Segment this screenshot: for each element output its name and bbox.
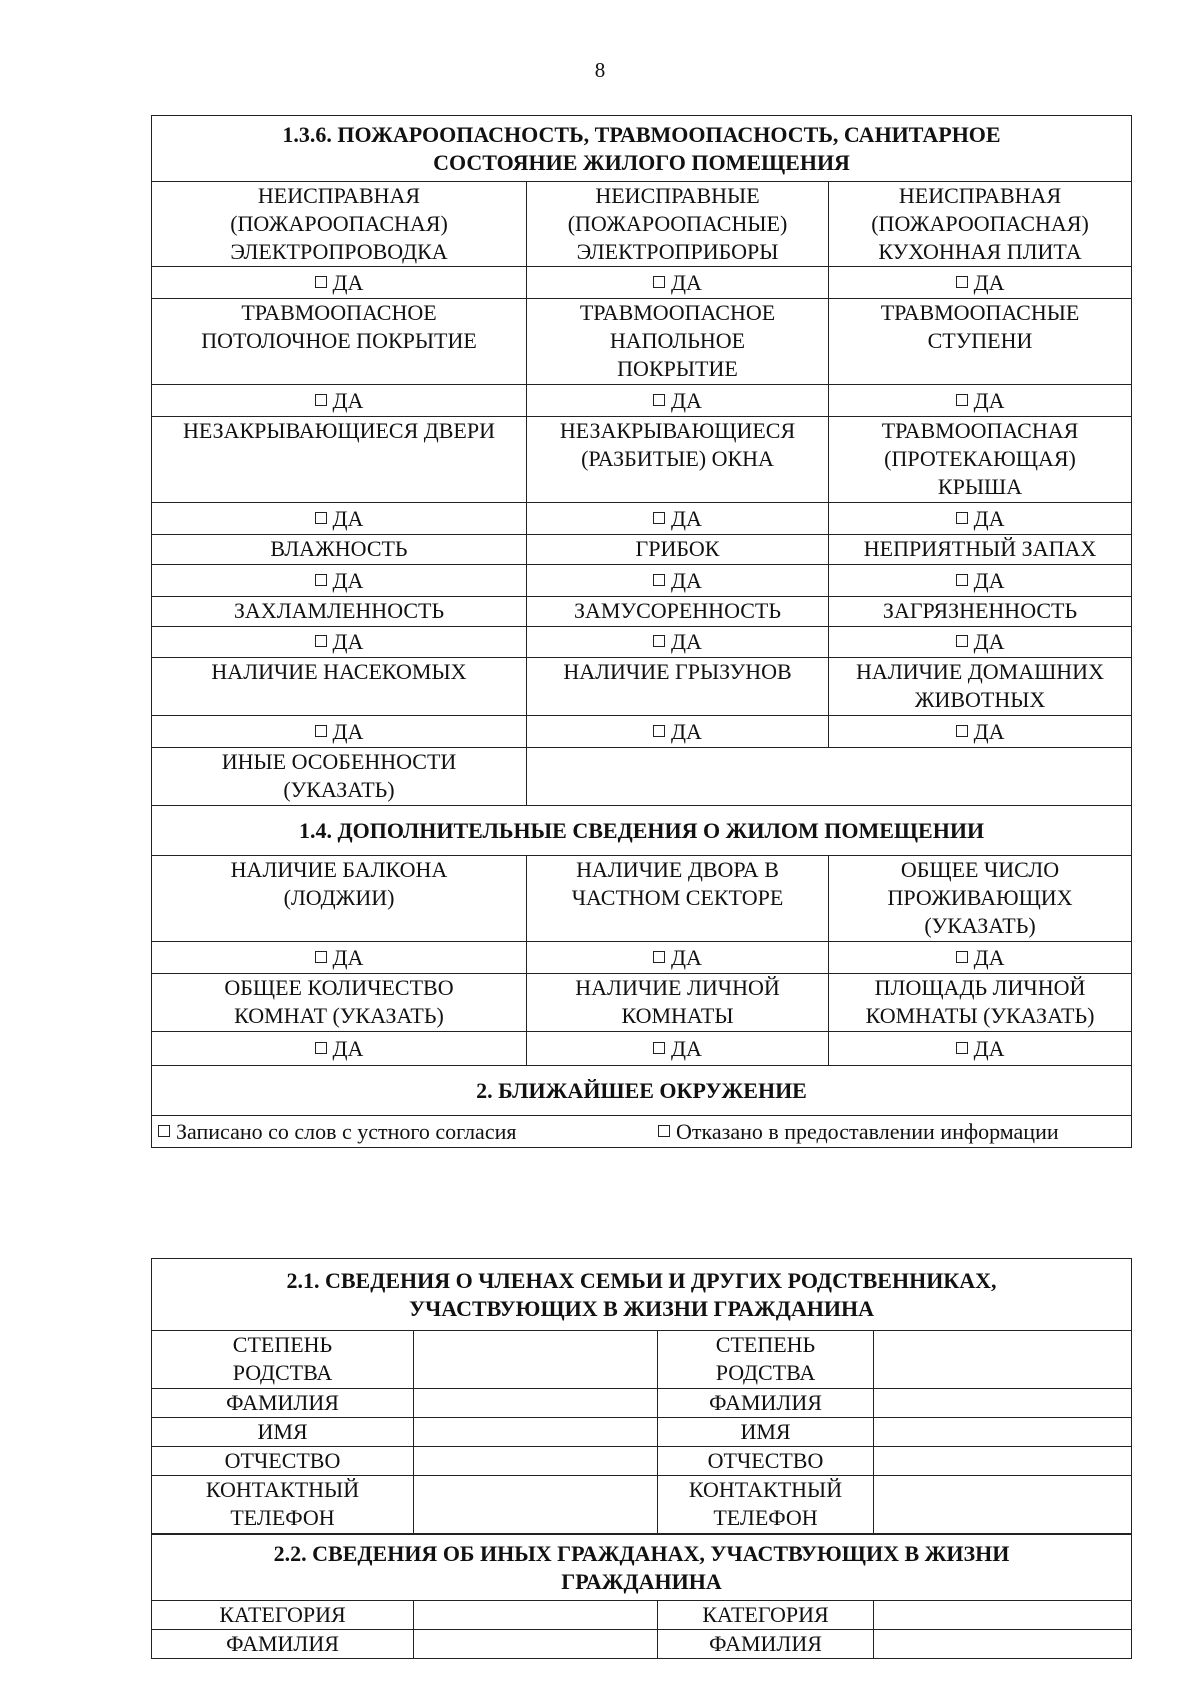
- label-category: КАТЕГОРИЯ: [658, 1601, 874, 1630]
- label-steps: ТРАВМООПАСНЫЕ СТУПЕНИ: [829, 299, 1132, 385]
- relatives-table: [151, 1258, 1132, 1534]
- yes-option[interactable]: ДА: [527, 565, 829, 597]
- checkbox[interactable]: [315, 951, 327, 963]
- checkbox[interactable]: [315, 574, 327, 586]
- yes-option[interactable]: ДА: [829, 503, 1132, 535]
- yes-option[interactable]: ДА: [527, 385, 829, 417]
- label-rodents: НАЛИЧИЕ ГРЫЗУНОВ: [527, 658, 829, 716]
- surname-field[interactable]: [414, 1389, 658, 1418]
- yes-option[interactable]: ДА: [152, 1032, 527, 1066]
- yes-option[interactable]: ДА: [527, 503, 829, 535]
- label-name: ИМЯ: [152, 1418, 414, 1447]
- label-pets: НАЛИЧИЕ ДОМАШНИХ ЖИВОТНЫХ: [829, 658, 1132, 716]
- relation-field[interactable]: [414, 1331, 658, 1389]
- label-faulty-stove: НЕИСПРАВНАЯ (ПОЖАРООПАСНАЯ) КУХОННАЯ ПЛИТА: [829, 182, 1132, 267]
- label-clutter: ЗАХЛАМЛЕННОСТЬ: [152, 597, 527, 627]
- checkbox[interactable]: [315, 1042, 327, 1054]
- label-own-room: НАЛИЧИЕ ЛИЧНОЙ КОМНАТЫ: [527, 974, 829, 1032]
- section-21-title: 2.1. СВЕДЕНИЯ О ЧЛЕНАХ СЕМЬИ И ДРУГИХ РОДСТВЕННИКАХ, УЧАСТВУЮЩИХ В ЖИЗНИ ГРАЖДАНИНА: [152, 1259, 1132, 1331]
- label-name: ИМЯ: [658, 1418, 874, 1447]
- checkbox[interactable]: [956, 635, 968, 647]
- checkbox[interactable]: [956, 574, 968, 586]
- name-field[interactable]: [874, 1418, 1132, 1447]
- surname-field[interactable]: [874, 1389, 1132, 1418]
- yes-option[interactable]: ДА: [829, 1032, 1132, 1066]
- phone-field[interactable]: [414, 1476, 658, 1534]
- label-category: КАТЕГОРИЯ: [152, 1601, 414, 1630]
- label-other-features: ИНЫЕ ОСОБЕННОСТИ (УКАЗАТЬ): [152, 748, 527, 806]
- surname-field[interactable]: [414, 1630, 658, 1659]
- label-patronymic: ОТЧЕСТВО: [152, 1447, 414, 1476]
- checkbox[interactable]: [956, 276, 968, 288]
- checkbox[interactable]: [653, 394, 665, 406]
- checkbox[interactable]: [315, 512, 327, 524]
- yes-option[interactable]: ДА: [829, 627, 1132, 658]
- yes-option[interactable]: ДА: [152, 503, 527, 535]
- label-windows: НЕЗАКРЫВАЮЩИЕСЯ (РАЗБИТЫЕ) ОКНА: [527, 417, 829, 503]
- label-floor: ТРАВМООПАСНОЕ НАПОЛЬНОЕ ПОКРЫТИЕ: [527, 299, 829, 385]
- label-roof: ТРАВМООПАСНАЯ (ПРОТЕКАЮЩАЯ) КРЫША: [829, 417, 1132, 503]
- section-2-title: 2. БЛИЖАЙШЕЕ ОКРУЖЕНИЕ: [152, 1066, 1132, 1116]
- yes-option[interactable]: ДА: [527, 716, 829, 748]
- checkbox[interactable]: [653, 725, 665, 737]
- label-patronymic: ОТЧЕСТВО: [658, 1447, 874, 1476]
- checkbox[interactable]: [653, 635, 665, 647]
- yes-option[interactable]: ДА: [527, 627, 829, 658]
- label-surname: ФАМИЛИЯ: [658, 1389, 874, 1418]
- yes-option[interactable]: ДА: [152, 385, 527, 417]
- category-field[interactable]: [874, 1601, 1132, 1630]
- label-insects: НАЛИЧИЕ НАСЕКОМЫХ: [152, 658, 527, 716]
- checkbox[interactable]: [653, 512, 665, 524]
- label-surname: ФАМИЛИЯ: [152, 1389, 414, 1418]
- label-balcony: НАЛИЧИЕ БАЛКОНА (ЛОДЖИИ): [152, 856, 527, 942]
- section-136-title: 1.3.6. ПОЖАРООПАСНОСТЬ, ТРАВМООПАСНОСТЬ, САНИТАРНОЕ СОСТОЯНИЕ ЖИЛОГО ПОМЕЩЕНИЯ: [152, 116, 1132, 182]
- checkbox[interactable]: [658, 1125, 670, 1137]
- yes-option[interactable]: ДА: [527, 1032, 829, 1066]
- checkbox[interactable]: [653, 574, 665, 586]
- label-relation: СТЕПЕНЬ РОДСТВА: [152, 1331, 414, 1389]
- checkbox[interactable]: [158, 1125, 170, 1137]
- category-field[interactable]: [414, 1601, 658, 1630]
- yes-option[interactable]: ДА: [829, 565, 1132, 597]
- checkbox[interactable]: [315, 394, 327, 406]
- label-surname: ФАМИЛИЯ: [658, 1630, 874, 1659]
- section-14-title: 1.4. ДОПОЛНИТЕЛЬНЫЕ СВЕДЕНИЯ О ЖИЛОМ ПОМЕЩЕНИИ: [152, 806, 1132, 856]
- checkbox[interactable]: [956, 512, 968, 524]
- yes-option[interactable]: ДА: [152, 716, 527, 748]
- checkbox[interactable]: [315, 725, 327, 737]
- checkbox[interactable]: [956, 394, 968, 406]
- consent-refused-option[interactable]: Отказано в предоставлении информации: [658, 1117, 1059, 1147]
- phone-field[interactable]: [874, 1476, 1132, 1534]
- label-relation: СТЕПЕНЬ РОДСТВА: [658, 1331, 874, 1389]
- section-22-title: 2.2. СВЕДЕНИЯ ОБ ИНЫХ ГРАЖДАНАХ, УЧАСТВУЮЩИХ В ЖИЗНИ ГРАЖДАНИНА: [152, 1535, 1132, 1601]
- yes-option[interactable]: ДА: [152, 267, 527, 299]
- label-rooms-count: ОБЩЕЕ КОЛИЧЕСТВО КОМНАТ (УКАЗАТЬ): [152, 974, 527, 1032]
- page-number: 8: [594, 58, 606, 82]
- patronymic-field[interactable]: [874, 1447, 1132, 1476]
- label-surname: ФАМИЛИЯ: [152, 1630, 414, 1659]
- yes-option[interactable]: ДА: [152, 565, 527, 597]
- checkbox[interactable]: [315, 276, 327, 288]
- label-phone: КОНТАКТНЫЙ ТЕЛЕФОН: [658, 1476, 874, 1534]
- label-faulty-appliances: НЕИСПРАВНЫЕ (ПОЖАРООПАСНЫЕ) ЭЛЕКТРОПРИБОРЫ: [527, 182, 829, 267]
- checkbox[interactable]: [956, 1042, 968, 1054]
- yes-option[interactable]: ДА: [152, 627, 527, 658]
- checkbox[interactable]: [653, 951, 665, 963]
- label-yard: НАЛИЧИЕ ДВОРА В ЧАСТНОМ СЕКТОРЕ: [527, 856, 829, 942]
- label-doors: НЕЗАКРЫВАЮЩИЕСЯ ДВЕРИ: [152, 417, 527, 503]
- label-faulty-wiring: НЕИСПРАВНАЯ (ПОЖАРООПАСНАЯ) ЭЛЕКТРОПРОВОДКА: [152, 182, 527, 267]
- checkbox[interactable]: [653, 1042, 665, 1054]
- name-field[interactable]: [414, 1418, 658, 1447]
- yes-option[interactable]: ДА: [527, 942, 829, 974]
- other-citizens-table: [151, 1534, 1132, 1659]
- label-litter: ЗАМУСОРЕННОСТЬ: [527, 597, 829, 627]
- consent-oral-option[interactable]: Записано со слов с устного согласия: [158, 1117, 658, 1147]
- checkbox[interactable]: [956, 951, 968, 963]
- yes-option[interactable]: ДА: [829, 716, 1132, 748]
- label-phone: КОНТАКТНЫЙ ТЕЛЕФОН: [152, 1476, 414, 1534]
- label-fungus: ГРИБОК: [527, 535, 829, 565]
- consent-row: [152, 1116, 1132, 1148]
- label-dirt: ЗАГРЯЗНЕННОСТЬ: [829, 597, 1132, 627]
- yes-option[interactable]: ДА: [829, 942, 1132, 974]
- checkbox[interactable]: [315, 635, 327, 647]
- yes-option[interactable]: ДА: [829, 385, 1132, 417]
- checkbox[interactable]: [956, 725, 968, 737]
- other-features-field[interactable]: [527, 748, 1132, 806]
- yes-option[interactable]: ДА: [152, 942, 527, 974]
- housing-conditions-table: [151, 115, 1132, 1148]
- surname-field[interactable]: [874, 1630, 1132, 1659]
- relation-field[interactable]: [874, 1331, 1132, 1389]
- checkbox[interactable]: [653, 276, 665, 288]
- label-ceiling: ТРАВМООПАСНОЕ ПОТОЛОЧНОЕ ПОКРЫТИЕ: [152, 299, 527, 385]
- label-room-area: ПЛОЩАДЬ ЛИЧНОЙ КОМНАТЫ (УКАЗАТЬ): [829, 974, 1132, 1032]
- label-odor: НЕПРИЯТНЫЙ ЗАПАХ: [829, 535, 1132, 565]
- label-humidity: ВЛАЖНОСТЬ: [152, 535, 527, 565]
- yes-option[interactable]: ДА: [829, 267, 1132, 299]
- yes-option[interactable]: ДА: [527, 267, 829, 299]
- label-residents-count: ОБЩЕЕ ЧИСЛО ПРОЖИВАЮЩИХ (УКАЗАТЬ): [829, 856, 1132, 942]
- patronymic-field[interactable]: [414, 1447, 658, 1476]
